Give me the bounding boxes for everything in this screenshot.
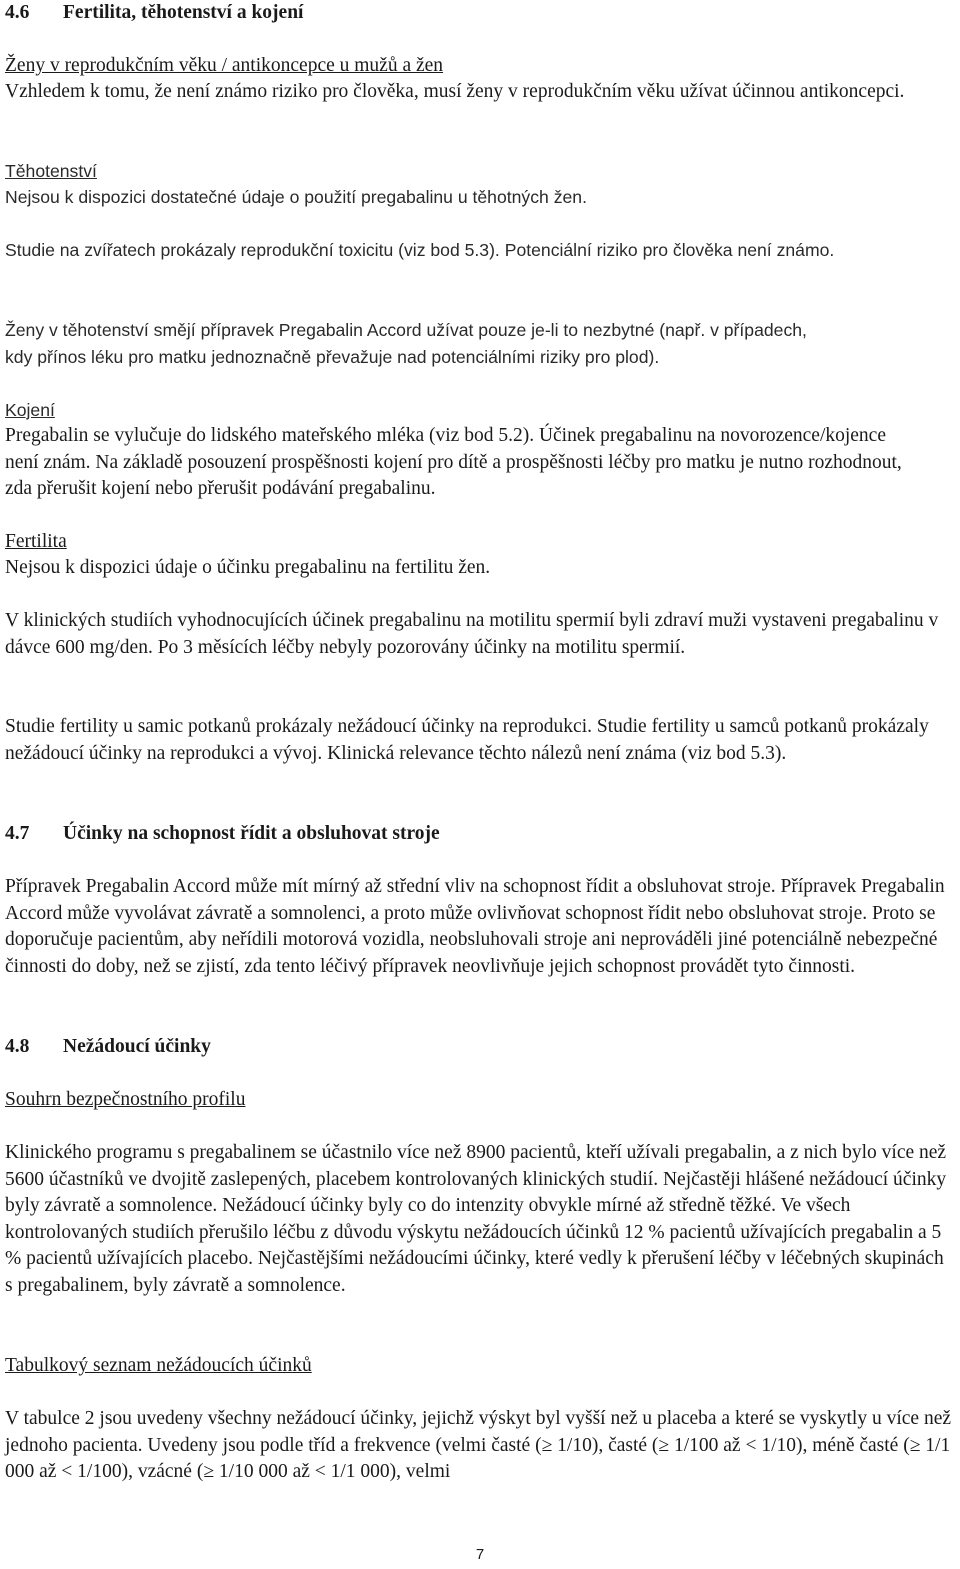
section-title: Účinky na schopnost řídit a obsluhovat stroje [63,823,440,844]
section-number: 4.6 [5,2,30,23]
fertility-paragraph-3: Studie fertility u samic potkanů prokázaly nežádoucí účinky na reprodukci. Studie fertility u samců potkanů prokázaly nežádoucí účinky na reprodukci a vývoj. Klinická relevance těchto nálezů není známa (viz bod 5.3). [5,716,929,764]
tabular-list-text: V tabulce 2 jsou uvedeny všechny nežádoucí účinky, jejichž výskyt byl vyšší než u placeba a které se vyskytly u více než jednoho pacienta. Uvedeny jsou podle tříd a frekvence (velmi časté (≥ 1/10), časté (≥ 1/100 až < 1/10), méně časté (≥ 1/1 000 až < 1/100), vzácné (≥ 1/10 000 až < 1/1 000), velmi [5,1408,952,1482]
fertility-paragraph-2: V klinických studiích vyhodnocujících účinek pregabalinu na motilitu spermií byli zdraví muži vystaveni pregabalinu v dávce 600 mg/den. Po 3 měsících léčby nebyly pozorovány účinky na motilitu spermií. [5,610,939,658]
safety-summary-heading: Souhrn bezpečnostního profilu [5,1089,246,1110]
section-title: Nežádoucí účinky [63,1036,211,1057]
driving-text: Přípravek Pregabalin Accord může mít mírný až střední vliv na schopnost řídit a obsluhovat stroje. Přípravek Pregabalin Accord může vyvolávat závratě a somnolenci, a proto může ovlivňovat schopnost řídit nebo obsluhovat stroje. Proto se doporučuje pacientům, aby neřídili motorová vozidla, neobsluhovali stroje ani neprováděli jiné potenciálně nebezpečné činnosti do doby, než se zjistí, zda tento léčivý přípravek neovlivňuje jejich schopnost provádět tyto činnosti. [5,876,945,977]
section-number: 4.7 [5,823,30,844]
tabular-list-heading: Tabulkový seznam nežádoucích účinků [5,1355,312,1376]
breastfeeding-text: Pregabalin se vylučuje do lidského mateřského mléka (viz bod 5.2). Účinek pregabalinu na novorozence/kojence není znám. Na základě posouzení prospěšnosti kojení pro dítě a prospěšnosti léčby pro matku je nutno rozhodnout, zda přerušit kojení nebo přerušit podávání pregabalinu. [5,425,902,499]
pregnancy-paragraph-2: Studie na zvířatech prokázaly reprodukční toxicitu (viz bod 5.3). Potenciální riziko pro člověka není známo. [5,240,835,260]
contraception-heading: Ženy v reprodukčním věku / antikoncepce u mužů a žen [5,55,444,76]
fertility-paragraph-1: Nejsou k dispozici údaje o účinku pregabalinu na fertilitu žen. [5,557,491,578]
page-number: 7 [475,1546,485,1563]
section-4-8-heading [5,1034,953,1061]
pregnancy-paragraph-3: Ženy v těhotenství smějí přípravek Pregabalin Accord užívat pouze je-li to nezbytné (např. v případech, kdy přínos léku pro matku jednoznačně převažuje nad potenciálními riziky pro plod). [5,320,807,367]
safety-summary-text: Klinického programu s pregabalinem se účastnilo více než 8900 pacientů, kteří užívali pregabalin, a z nich bylo více než 5600 účastníků ve dvojitě zaslepených, placebem kontrolovaných klinických studií. Nejčastěji hlášené nežádoucí účinky byly závratě a somnolence. Nežádoucí účinky byly co do intenzity obvykle mírné až středně těžké. Ve všech kontrolovaných studiích přerušilo léčbu z důvodu výskytu nežádoucích účinků 12 % pacientů užívajících pregabalin a 5 % pacientů užívajících placebo. Nejčastějšími nežádoucími účinky, které vedly k přerušení léčby v léčebných skupinách s pregabalinem, byly závratě a somnolence. [5,1142,947,1296]
breastfeeding-heading: Kojení [5,400,55,420]
contraception-text: Vzhledem k tomu, že není známo riziko pro člověka, musí ženy v reprodukčním věku užívat účinnou antikoncepci. [5,81,905,102]
pregnancy-paragraph-1: Nejsou k dispozici dostatečné údaje o použití pregabalinu u těhotných žen. [5,187,587,207]
pregnancy-heading: Těhotenství [5,161,97,181]
fertility-heading: Fertilita [5,531,67,552]
section-number: 4.8 [5,1036,30,1057]
section-4-6-heading [5,0,953,27]
section-4-7-heading [5,821,953,848]
section-title: Fertilita, těhotenství a kojení [63,2,304,23]
